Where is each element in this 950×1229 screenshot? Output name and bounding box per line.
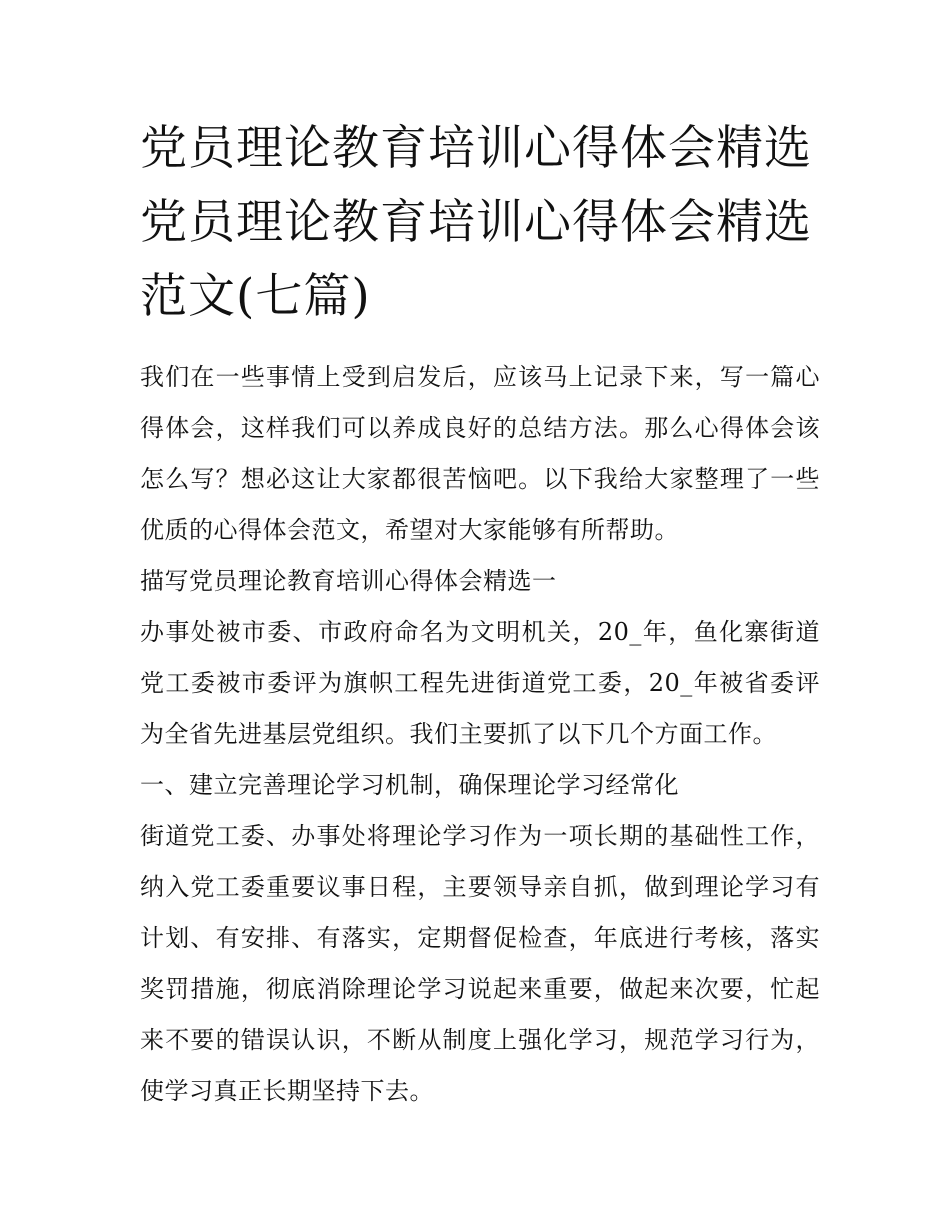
body-paragraph: 街道党工委、办事处将理论学习作为一项长期的基础性工作，纳入党工委重要议事日程，主要领导亲自抓，做到理论学习有计划、有安排、有落实，定期督促检查，年底进行考核，落实奖罚措施，彻底消除理论学习说起来重要，做起来次要，忙起来不要的错误认识，不断从制度上强化学习，规范学习行为，使学习真正长期坚持下去。 <box>140 822 820 1105</box>
intro-paragraph: 我们在一些事情上受到启发后，应该马上记录下来，写一篇心得体会，这样我们可以养成良好的总结方法。那么心得体会该怎么写？想必这让大家都很苦恼吧。以下我给大家整理了一些优质的心得体会范文，希望对大家能够有所帮助。 <box>140 363 820 544</box>
section-heading: 描写党员理论教育培训心得体会精选一 <box>140 567 557 595</box>
subsection-heading: 一、建立完善理论学习机制，确保理论学习经常化 <box>140 771 679 799</box>
document-body <box>140 352 820 1117</box>
document-title: 党员理论教育培训心得体会精选 党员理论教育培训心得体会精选范文(七篇) <box>140 121 812 324</box>
body-paragraph: 办事处被市委、市政府命名为文明机关，20_年，鱼化寨街道党工委被市委评为旗帜工程先进街道党工委，20_年被省委评为全省先进基层党组织。我们主要抓了以下几个方面工作。 <box>140 618 820 748</box>
